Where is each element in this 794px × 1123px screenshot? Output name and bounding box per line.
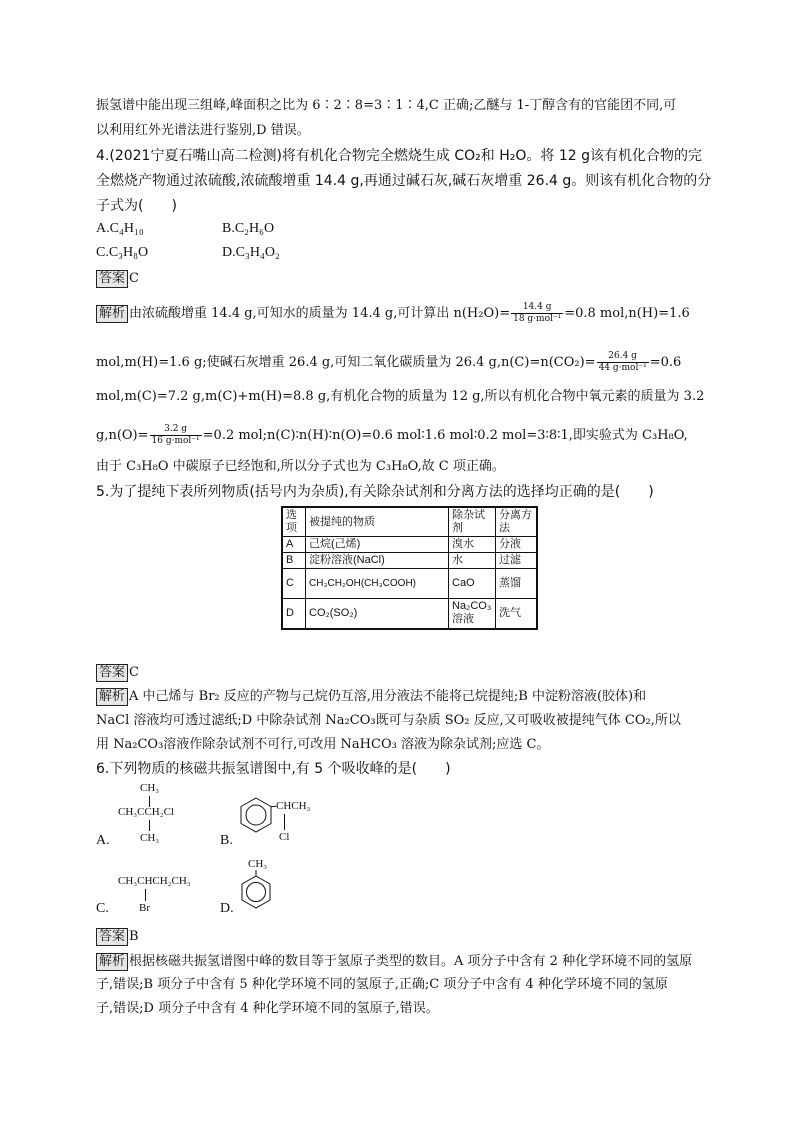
- table-header-cell: 被提纯的物质: [306, 507, 449, 537]
- answer-value: C: [129, 665, 139, 680]
- q5-analysis-line-2: NaCl 溶液均可透过滤纸;D 中除杂试剂 Na₂CO₃既可与杂质 SO₂ 反应,又可吸收被提纯气体 CO₂,所以: [96, 713, 681, 728]
- q5-answer: [96, 664, 139, 682]
- q4-analysis-line-2: [96, 351, 681, 374]
- analysis-text: 由浓硫酸增重 14.4 g,可知水的质量为 14.4 g,可计算出 n(H₂O)=: [129, 306, 511, 321]
- q6-label-a: A.: [96, 833, 110, 848]
- table-header-row: [282, 507, 537, 537]
- q6-label-d: D.: [220, 901, 234, 916]
- table-cell: B: [282, 553, 306, 569]
- benzene-ring-icon: [236, 870, 276, 914]
- structure-d-substituent: CH₃: [248, 858, 268, 870]
- analysis-text: g,n(O)=: [96, 428, 149, 443]
- structure-c-chain: CH₃CHCH₂CH₃: [118, 875, 191, 887]
- analysis-tag: 解析: [96, 688, 128, 706]
- analysis-text: A 中己烯与 Br₂ 反应的产物与己烷仍互溶,用分液法不能将己烷提纯;B 中淀粉溶液(胶体)和: [129, 689, 647, 704]
- table-cell: C: [282, 569, 306, 599]
- structure-b-chain: CHCH₃: [276, 800, 311, 812]
- fraction: [597, 351, 649, 374]
- q4-option-a: A.C₄H₁₀: [96, 221, 144, 236]
- fraction-numerator: 14.4 g: [511, 302, 563, 314]
- structure-b-substituent: Cl: [279, 831, 290, 843]
- table-cell: 水: [449, 553, 496, 569]
- table-cell: 溴水: [449, 537, 496, 553]
- table-header-cell: 除杂试剂: [449, 507, 496, 537]
- analysis-text: mol,m(H)=1.6 g;使碱石灰增重 26.4 g,可知二氧化碳质量为 26.4 g,n(C)=n(CO₂)=: [96, 355, 596, 370]
- q4-analysis-line-5: 由于 C₃H₈O 中碳原子已经饱和,所以分子式也为 C₃H₈O,故 C 项正确。: [96, 459, 505, 474]
- q6-answer: [96, 928, 139, 946]
- analysis-text: =0.8 mol,n(H)=1.6: [564, 306, 690, 321]
- intro-line-2: 以利用红外光谱法进行鉴别,D 错误。: [96, 123, 310, 138]
- benzene-ring-icon: [236, 795, 276, 835]
- q4-option-d: D.C₃H₄O₂: [222, 245, 280, 260]
- q5-analysis-line-1: [96, 688, 646, 706]
- q4-stem-line-2: 全燃烧产物通过浓硫酸,浓硫酸增重 14.4 g,再通过碱石灰,碱石灰增重 26.4 g。则该有机化合物的分: [96, 173, 712, 189]
- q5-analysis-line-3: 用 Na₂CO₃溶液作除杂试剂不可行,可改用 NaHCO₃ 溶液为除杂试剂;应选 C。: [96, 737, 550, 752]
- table-row: [282, 569, 537, 599]
- fraction: [150, 424, 202, 447]
- fraction-denominator: 16 g·mol⁻¹: [151, 436, 200, 446]
- bond-line: [149, 820, 150, 831]
- table-cell: 蒸馏: [496, 569, 538, 599]
- table-cell: A: [282, 537, 306, 553]
- table-cell: 己烷(己烯): [306, 537, 449, 553]
- q6-analysis-line-3: 子,错误;D 项分子中含有 4 种化学环境不同的氢原子,错误。: [96, 1001, 439, 1016]
- q4-analysis-line-3: mol,m(C)=7.2 g,m(C)+m(H)=8.8 g,有机化合物的质量为 12 g,所以有机化合物中氧元素的质量为 3.2: [96, 389, 705, 404]
- answer-tag: 答案: [96, 928, 128, 946]
- answer-tag: 答案: [96, 270, 128, 288]
- analysis-text: =0.2 mol;n(C)∶n(H)∶n(O)=0.6 mol∶1.6 mol∶0.2 mol=3∶8∶1,即实验式为 C₃H₈O,: [202, 428, 688, 443]
- q6-label-c: C.: [96, 901, 109, 916]
- q4-stem-line-3: 子式为( ): [96, 198, 177, 214]
- q4-option-b: B.C₂H₆O: [222, 221, 275, 236]
- fraction-numerator: 26.4 g: [597, 351, 649, 363]
- fraction-numerator: 3.2 g: [150, 424, 202, 436]
- q4-stem-line-1: 4.(2021宁夏石嘴山高二检测)将有机化合物完全燃烧生成 CO₂和 H₂O。将 12 g该有机化合物的完: [96, 148, 702, 164]
- structure-c-substituent: Br: [139, 902, 150, 914]
- fraction-denominator: 44 g·mol⁻¹: [598, 363, 647, 373]
- intro-line-1: 振氢谱中能出现三组峰,峰面积之比为 6∶2∶8=3∶1∶4,C 正确;乙醚与 1-丁醇含有的官能团不同,可: [96, 98, 677, 113]
- structure-a-bottom: CH₃: [140, 832, 160, 844]
- q4-analysis-line-4: [96, 424, 688, 447]
- analysis-text: 根据核磁共振氢谱图中峰的数目等于氢原子类型的数目。A 项分子中含有 2 种化学环境不同的氢原: [129, 954, 693, 969]
- fraction: [511, 302, 563, 325]
- purification-table: [281, 506, 538, 630]
- q6-stem: 6.下列物质的核磁共振氢谱图中,有 5 个吸收峰的是( ): [96, 761, 451, 777]
- structure-a-main: CH₃CCH₂Cl: [118, 806, 174, 818]
- table-header-cell: 分离方法: [496, 507, 538, 537]
- analysis-tag: 解析: [96, 953, 128, 971]
- analysis-text: =0.6: [649, 355, 682, 370]
- answer-tag: 答案: [96, 664, 128, 682]
- q4-analysis-line-1: [96, 302, 690, 325]
- table-row: [282, 599, 537, 629]
- q4-option-c: C.C₃H₈O: [96, 245, 149, 260]
- table-cell: D: [282, 599, 306, 629]
- table-cell: CaO: [449, 569, 496, 599]
- table-cell: Na₂CO₃溶液: [449, 599, 496, 629]
- table-cell: 分液: [496, 537, 538, 553]
- table-header-cell: 选项: [282, 507, 306, 537]
- q5-stem: 5.为了提纯下表所列物质(括号内为杂质),有关除杂试剂和分离方法的选择均正确的是( ): [96, 484, 654, 500]
- fraction-denominator: 18 g·mol⁻¹: [513, 314, 562, 324]
- table-cell: CO₂(SO₂): [306, 599, 449, 629]
- table-cell: 过滤: [496, 553, 538, 569]
- q6-analysis-line-1: [96, 953, 692, 971]
- bond-line: [145, 889, 146, 901]
- analysis-tag: 解析: [96, 305, 128, 323]
- q6-analysis-line-2: 子,错误;B 项分子中含有 5 种化学环境不同的氢原子,正确;C 项分子中含有 4 种化学环境不同的氢原: [96, 977, 668, 992]
- q4-answer: [96, 270, 139, 288]
- table-row: [282, 553, 537, 569]
- structure-a-top: CH₃: [140, 782, 160, 794]
- answer-value: C: [129, 271, 139, 286]
- table-cell: CH₃CH₂OH(CH₃COOH): [306, 569, 449, 599]
- table-cell: 淀粉溶液(NaCl): [306, 553, 449, 569]
- table-cell: 洗气: [496, 599, 538, 629]
- answer-value: B: [129, 929, 139, 944]
- bond-line: [284, 814, 285, 830]
- q6-label-b: B.: [220, 833, 233, 848]
- table-row: [282, 537, 537, 553]
